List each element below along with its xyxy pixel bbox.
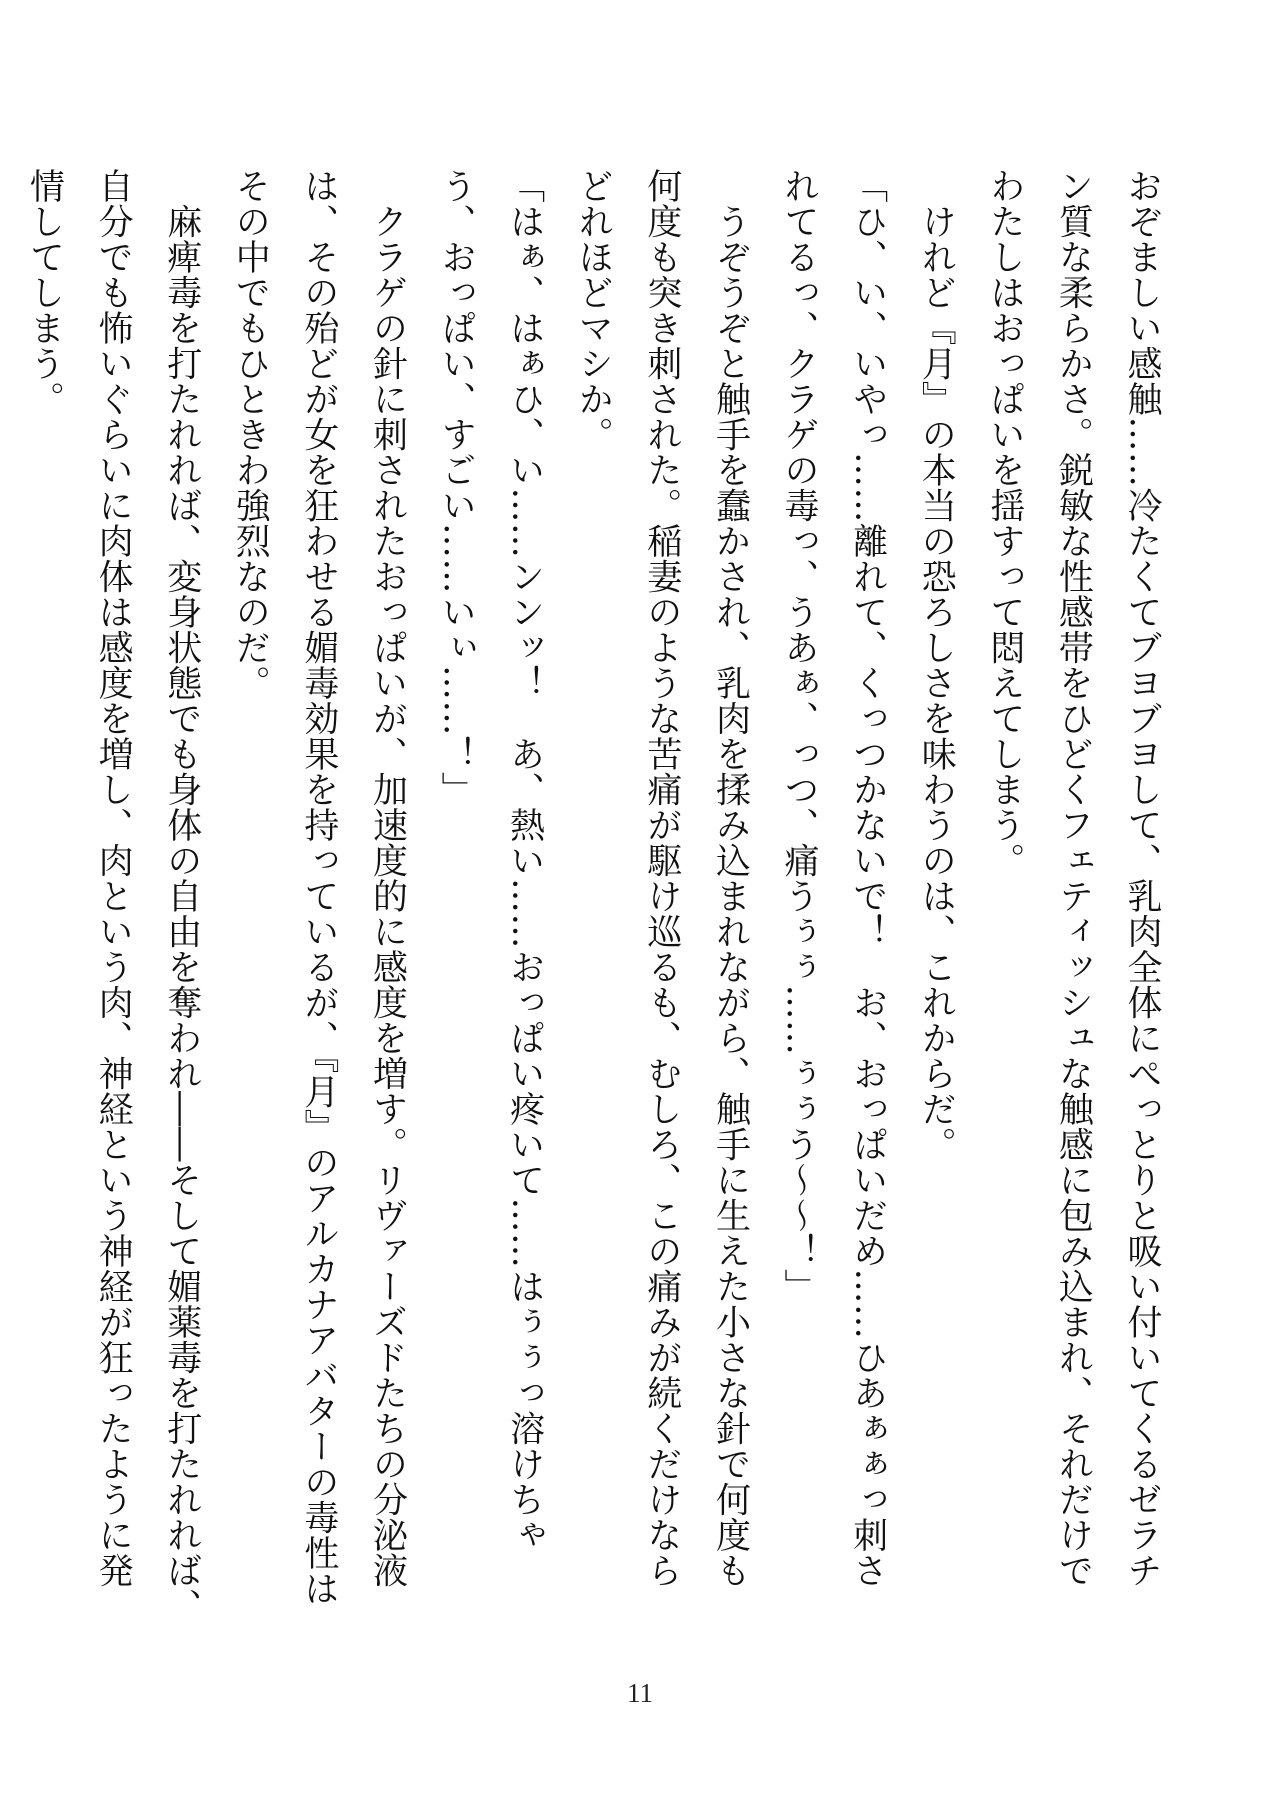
text-line: その中でもひときわ強烈なのだ。: [230, 168, 271, 701]
page-number: 11: [627, 1678, 653, 1708]
text-line: けれど『月』の本当の恐ろしさを味わうのは、これからだ。: [916, 168, 957, 1162]
text-line: 麻痺毒を打たれれば、変身状態でも身体の自由を奪われ――そして媚薬毒を打たれれば、: [161, 168, 202, 1624]
text-line: 自分でも怖いぐらいに肉体は感度を増し、肉という肉、神経という神経が狂ったように発: [93, 168, 134, 1588]
text-line: クラゲの針に刺されたおっぱいが、加速度的に感度を増す。リヴァーズドたちの分泌液: [367, 168, 408, 1588]
text-line: わたしはおっぱいを揺すって悶えてしまう。: [984, 168, 1025, 878]
text-line: 何度も突き刺された。稲妻のような苦痛が駆け巡るも、むしろ、この痛みが続くだけなら: [641, 168, 682, 1588]
text-line: おぞましい感触……冷たくてブヨブヨして、乳肉全体にぺっとりと吸い付いてくるゼラチ: [1122, 168, 1162, 1588]
text-line: ン質な柔らかさ。鋭敏な性感帯をひどくフェティッシュな触感に包み込まれ、それだけで: [1053, 168, 1094, 1588]
text-line: 情してしまう。: [24, 168, 65, 417]
text-line: は、その殆どが女を狂わせる媚毒効果を持っているが、『月』のアルカナアバターの毒性は: [298, 168, 339, 1606]
vertical-body-text: [24, 168, 1176, 1658]
text-line: 「ひ、い、いやっ……離れて、くっつかないで！ お、おっぱいだめ……ひあぁぁっ刺さ: [847, 168, 888, 1588]
text-line: どれほどマシか。: [573, 168, 614, 452]
text-line: 「はぁ、はぁひ、い……ンンッ！ あ、熱い……おっぱい疼いて……はぅぅっ溶けちゃ: [504, 168, 545, 1553]
text-line: [0, 168, 10, 1658]
text-line: れてるっ、クラゲの毒っ、うあぁ、っつ、痛うぅぅ……ぅぅう〜〜！」: [779, 168, 820, 1304]
text-line: うぞうぞと触手を蠢かされ、乳肉を揉み込まれながら、触手に生えた小さな針で何度も: [710, 168, 751, 1588]
text-line: う、おっぱい、すごい……いぃ……！」: [436, 168, 477, 807]
